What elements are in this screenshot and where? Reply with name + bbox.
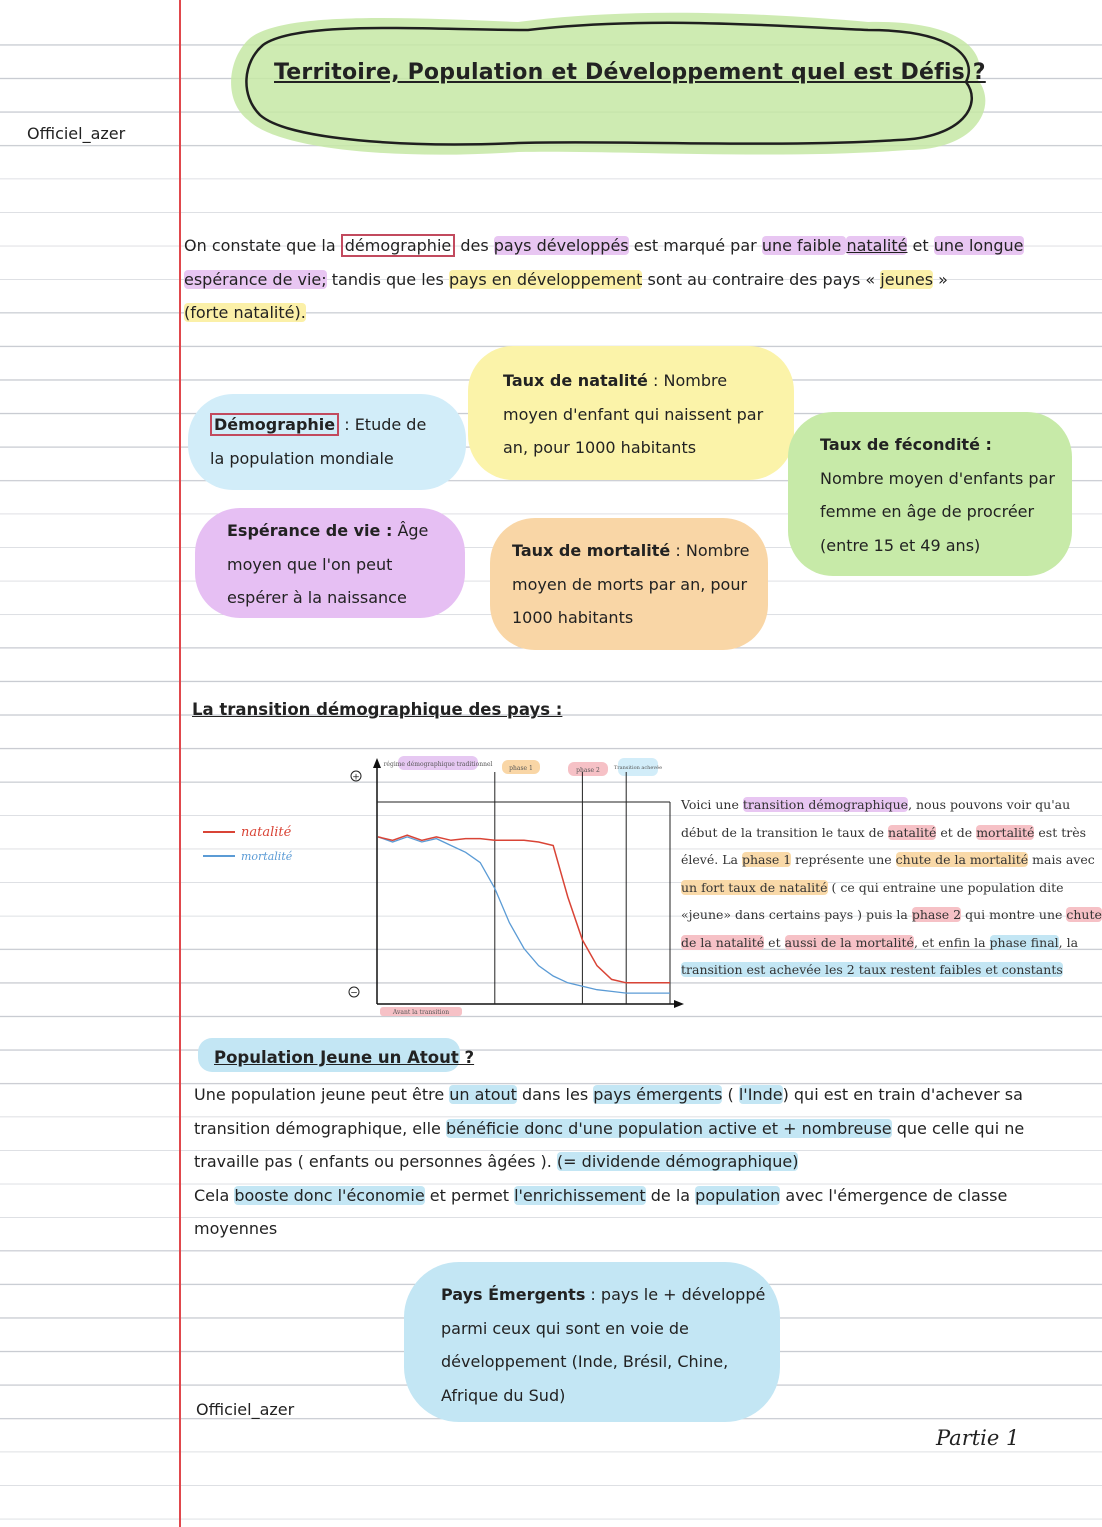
definition-text: espérer à la naissance bbox=[227, 588, 407, 607]
definition-text: la population mondiale bbox=[210, 448, 394, 468]
definition-text: an, pour 1000 habitants bbox=[503, 438, 697, 457]
definition-text: moyen que l'on peut bbox=[227, 554, 393, 574]
population-text: ) qui est en train d'achever sa bbox=[782, 1085, 1023, 1104]
explanation-text: ( ce qui entraine une population dite bbox=[827, 879, 1064, 895]
legend-mortalite bbox=[203, 844, 313, 868]
transition-explanation bbox=[681, 791, 1102, 984]
legend-swatch-mortalite bbox=[203, 855, 235, 857]
intro-hl-longue: une longue bbox=[933, 236, 1024, 255]
definition-text: : pays le + développé bbox=[585, 1285, 766, 1304]
population-text: travaille pas ( enfants ou personnes âgées ). bbox=[194, 1152, 557, 1171]
definition-term: Taux de mortalité bbox=[512, 541, 671, 560]
definition-text: (entre 15 et 49 ans) bbox=[820, 535, 981, 555]
legend-label-natalite: natalité bbox=[241, 824, 292, 840]
intro-text: sont au contraire des pays « bbox=[642, 269, 881, 289]
explanation-text: représente une bbox=[791, 852, 896, 867]
page-title-text: Territoire, Population et Développement quel est Défis ? bbox=[274, 60, 986, 85]
explanation-text: est très bbox=[1034, 824, 1087, 840]
population-text: que celle qui ne bbox=[891, 1118, 1025, 1138]
intro-text: tandis que les bbox=[326, 269, 449, 289]
intro-text: On constate que la bbox=[184, 236, 341, 255]
definition-text: Afrique du Sud) bbox=[441, 1385, 566, 1405]
population-text: Une population jeune peut être bbox=[194, 1085, 450, 1104]
explanation-text: mais avec bbox=[1028, 852, 1095, 867]
transition-heading: La transition démographique des pays : bbox=[192, 700, 563, 719]
legend-natalite bbox=[203, 820, 313, 844]
population-text: et permet bbox=[424, 1185, 515, 1205]
legend-label-mortalite: mortalité bbox=[241, 849, 293, 863]
explanation-hl: mortalité bbox=[976, 824, 1035, 840]
explanation-text: «jeune» dans certains pays ) puis la bbox=[681, 907, 912, 922]
explanation-text: , la bbox=[1058, 934, 1079, 950]
intro-text: » bbox=[933, 269, 948, 289]
explanation-hl: phase 1 bbox=[741, 852, 792, 867]
explanation-text: qui montre une bbox=[961, 907, 1067, 922]
phase-label-0: régime démographique traditionnel bbox=[383, 761, 493, 768]
explanation-text: et de bbox=[936, 824, 977, 840]
page-footer-label: Partie 1 bbox=[936, 1426, 1020, 1450]
definition-term: Démographie bbox=[210, 413, 339, 436]
explanation-hl: chute de la mortalité bbox=[895, 852, 1029, 867]
definition-text: : Nombre bbox=[670, 541, 750, 560]
page-title bbox=[274, 60, 986, 85]
author-label-top: Officiel_azer bbox=[27, 124, 126, 143]
definition-term: Espérance de vie : bbox=[227, 521, 393, 540]
explanation-text: , nous pouvons voir qu'au bbox=[908, 797, 1071, 812]
population-paragraph bbox=[194, 1078, 1064, 1246]
explanation-text: Voici une bbox=[681, 797, 743, 812]
y-axis-arrow bbox=[373, 758, 381, 768]
explanation-hl: transition est achevée les 2 taux restent faibles et constants bbox=[681, 962, 1063, 977]
intro-hl-jeunes: jeunes bbox=[880, 269, 934, 289]
definition-taux-natalite bbox=[468, 346, 794, 480]
explanation-hl: de la natalité bbox=[681, 934, 765, 950]
phase-label-1: phase 1 bbox=[509, 765, 533, 772]
definition-text: parmi ceux qui sont en voie de bbox=[441, 1318, 689, 1338]
population-text: transition démographique, elle bbox=[194, 1118, 446, 1138]
intro-text: des bbox=[455, 236, 494, 255]
definition-taux-mortalite bbox=[490, 518, 768, 650]
author-label-bottom: Officiel_azer bbox=[196, 1400, 295, 1419]
population-heading: Population Jeune un Atout ? bbox=[214, 1048, 475, 1067]
population-text: Cela bbox=[194, 1185, 235, 1205]
definition-pays-emergents bbox=[404, 1262, 780, 1422]
x-axis-arrow bbox=[674, 1000, 684, 1008]
intro-paragraph bbox=[184, 229, 1044, 330]
intro-hl-pays-developpes: pays développés bbox=[493, 236, 629, 255]
population-text: avec l'émergence de classe bbox=[780, 1185, 1008, 1205]
definition-text: : Etude de bbox=[339, 415, 427, 434]
intro-hl-forte-natalite: (forte natalité). bbox=[184, 303, 306, 322]
intro-hl-esperance: espérance de vie; bbox=[184, 269, 327, 289]
population-hl: l'Inde bbox=[738, 1085, 783, 1104]
definition-text: 1000 habitants bbox=[512, 608, 634, 627]
intro-term-demographie: démographie bbox=[341, 234, 456, 257]
title-cloud bbox=[218, 0, 1008, 170]
phase-boundaries bbox=[495, 772, 626, 1004]
definition-term: Taux de fécondité : bbox=[820, 435, 992, 454]
explanation-text: , et enfin la bbox=[913, 934, 990, 950]
definition-esperance-vie bbox=[195, 508, 465, 618]
population-hl: un atout bbox=[449, 1085, 517, 1104]
explanation-hl: transition démographique bbox=[742, 797, 909, 812]
definition-demographie bbox=[188, 394, 466, 490]
explanation-hl: chute bbox=[1066, 907, 1102, 922]
explanation-hl: phase final bbox=[989, 934, 1059, 950]
population-text: ( bbox=[722, 1085, 739, 1104]
population-hl: bénéficie donc d'une population active et + nombreuse bbox=[445, 1118, 892, 1138]
phase-label-2: phase 2 bbox=[576, 767, 600, 774]
y-marker-plus-label: + bbox=[352, 772, 360, 783]
intro-hl-natalite: natalité bbox=[846, 236, 908, 255]
x-axis-label: Avant la transition bbox=[392, 1009, 450, 1016]
intro-hl-faible: une faible bbox=[761, 236, 847, 255]
explanation-hl: phase 2 bbox=[911, 907, 962, 922]
explanation-hl: un fort taux de natalité bbox=[681, 879, 828, 895]
phase-label-3: Transition achevée bbox=[613, 765, 663, 771]
intro-text: et bbox=[907, 236, 934, 255]
definition-text: : Nombre bbox=[647, 371, 728, 390]
explanation-text: et bbox=[764, 934, 785, 950]
population-hl: population bbox=[695, 1185, 781, 1205]
population-text: moyennes bbox=[194, 1219, 278, 1238]
definition-term: Pays Émergents bbox=[441, 1285, 586, 1304]
explanation-hl: natalité bbox=[888, 824, 937, 840]
definition-term: Taux de natalité bbox=[503, 371, 648, 390]
margin-line bbox=[179, 0, 181, 1527]
definition-text: femme en âge de procréer bbox=[820, 502, 1035, 521]
definition-text: développement (Inde, Brésil, Chine, bbox=[441, 1352, 729, 1371]
definition-taux-fecondite bbox=[788, 412, 1072, 576]
population-text: dans les bbox=[516, 1085, 594, 1104]
population-hl: pays émergents bbox=[593, 1085, 723, 1104]
legend-swatch-natalite bbox=[203, 831, 235, 833]
definition-text: moyen de morts par an, pour bbox=[512, 574, 748, 594]
population-hl: l'enrichissement bbox=[514, 1185, 646, 1205]
definition-text: Nombre moyen d'enfants par bbox=[820, 468, 1055, 488]
definition-text: moyen d'enfant qui naissent par bbox=[503, 404, 764, 424]
explanation-hl: aussi de la mortalité bbox=[784, 934, 914, 950]
population-text: de la bbox=[645, 1185, 696, 1205]
transition-chart bbox=[340, 752, 685, 1022]
definition-text: Âge bbox=[392, 521, 429, 540]
population-hl: (= dividende démographique) bbox=[556, 1152, 799, 1171]
population-hl: booste donc l'économie bbox=[234, 1185, 425, 1205]
explanation-text: élevé. La bbox=[681, 852, 742, 867]
intro-text: est marqué par bbox=[628, 236, 762, 255]
intro-hl-pays-en-developpement: pays en développement bbox=[448, 269, 643, 289]
explanation-text: début de la transition le taux de bbox=[681, 824, 889, 840]
y-marker-minus-label: − bbox=[350, 988, 358, 999]
chart-legend bbox=[203, 820, 313, 868]
